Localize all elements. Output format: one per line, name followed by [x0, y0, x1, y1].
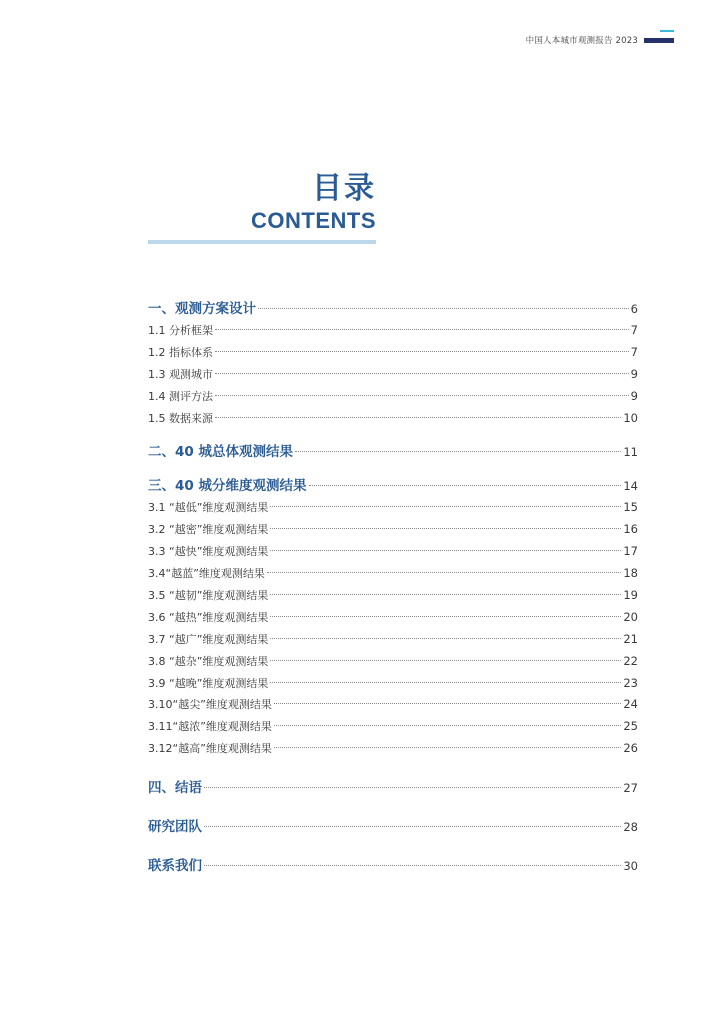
toc-page-number: 7: [630, 344, 638, 359]
toc-label: 3.6 “越热”维度观测结果: [148, 610, 269, 624]
toc-label: 四、结语: [148, 780, 202, 797]
toc-label: 3.4“越蓝”维度观测结果: [148, 567, 265, 581]
toc-label: 三、40 城分维度观测结果: [148, 478, 307, 495]
table-of-contents: [148, 298, 638, 877]
toc-entry-research-team[interactable]: [148, 816, 638, 838]
dot-leader: [215, 373, 629, 374]
dot-leader: [274, 725, 621, 726]
toc-page-number: 9: [630, 366, 638, 381]
toc-label: 3.5 “越韧”维度观测结果: [148, 589, 269, 603]
running-header: [526, 34, 674, 46]
toc-entry-section-3[interactable]: [148, 475, 638, 497]
toc-page-number: 27: [623, 781, 638, 796]
dot-leader: [270, 682, 621, 683]
spacer: [148, 799, 638, 816]
title-divider: [148, 240, 376, 244]
dot-leader: [270, 528, 621, 529]
toc-page-number: 26: [623, 741, 638, 756]
dot-leader: [204, 865, 621, 866]
toc-entry-3-5[interactable]: [148, 585, 638, 607]
toc-label: 3.2 “越密”维度观测结果: [148, 523, 269, 537]
spacer: [148, 760, 638, 777]
toc-entry-1-5[interactable]: [148, 408, 638, 430]
toc-label: 1.2 指标体系: [148, 345, 213, 359]
toc-entry-3-2[interactable]: [148, 519, 638, 541]
toc-page-number: 24: [623, 697, 638, 712]
toc-entry-3-9[interactable]: [148, 673, 638, 695]
toc-label: 联系我们: [148, 858, 202, 875]
toc-label: 二、40 城总体观测结果: [148, 444, 293, 461]
dot-leader: [258, 308, 629, 309]
dot-leader: [270, 550, 621, 551]
contents-title-cn: 目录: [312, 171, 376, 206]
toc-label: 3.7 “越广”维度观测结果: [148, 632, 269, 646]
toc-page-number: 30: [623, 859, 638, 874]
dot-leader: [309, 485, 622, 486]
toc-page-number: 15: [623, 500, 638, 515]
toc-label: 研究团队: [148, 819, 202, 836]
toc-label: 1.4 测评方法: [148, 389, 213, 403]
dot-leader: [270, 506, 621, 507]
spacer: [148, 463, 638, 475]
spacer: [148, 429, 638, 441]
toc-page-number: 10: [623, 410, 638, 425]
toc-page-number: 16: [623, 522, 638, 537]
toc-page-number: 22: [623, 653, 638, 668]
dot-leader: [215, 417, 621, 418]
dot-leader: [204, 826, 621, 827]
toc-page-number: 14: [623, 479, 638, 494]
toc-label: 一、观测方案设计: [148, 301, 256, 317]
toc-entry-section-1[interactable]: [148, 298, 638, 320]
toc-entry-3-3[interactable]: [148, 541, 638, 563]
toc-label: 3.8 “越杂”维度观测结果: [148, 654, 269, 668]
dot-leader: [274, 747, 621, 748]
toc-label: 3.12“越高”维度观测结果: [148, 742, 272, 756]
toc-entry-3-1[interactable]: [148, 497, 638, 519]
toc-page-number: 28: [623, 820, 638, 835]
toc-page-number: 7: [630, 323, 638, 337]
toc-entry-3-8[interactable]: [148, 651, 638, 673]
toc-entry-1-4[interactable]: [148, 386, 638, 408]
dot-leader: [204, 787, 621, 788]
toc-entry-3-10[interactable]: [148, 694, 638, 716]
toc-label: 3.3 “越快”维度观测结果: [148, 545, 269, 559]
toc-label: 3.9 “越晚”维度观测结果: [148, 676, 269, 690]
toc-label: 1.1 分析框架: [148, 324, 213, 337]
header-accent-line: [660, 30, 674, 32]
toc-entry-3-4[interactable]: [148, 563, 638, 585]
toc-label: 1.5 数据来源: [148, 411, 213, 425]
toc-page-number: 11: [623, 445, 638, 460]
toc-label: 1.3 观测城市: [148, 367, 213, 381]
toc-page-number: 6: [630, 302, 638, 316]
toc-label: 3.1 “越低”维度观测结果: [148, 501, 269, 515]
toc-entry-3-6[interactable]: [148, 607, 638, 629]
toc-entry-section-2[interactable]: [148, 441, 638, 463]
toc-entry-3-12[interactable]: [148, 738, 638, 760]
dot-leader: [267, 572, 621, 573]
toc-label: 3.10“越尖”维度观测结果: [148, 698, 272, 712]
toc-page-number: 18: [623, 566, 638, 581]
toc-page-number: 17: [623, 544, 638, 559]
dot-leader: [270, 638, 621, 639]
toc-page-number: 20: [623, 609, 638, 624]
toc-entry-3-11[interactable]: [148, 716, 638, 738]
toc-page-number: 25: [623, 719, 638, 734]
toc-page-number: 9: [630, 388, 638, 403]
toc-entry-1-3[interactable]: [148, 364, 638, 386]
toc-entry-1-1[interactable]: [148, 320, 638, 342]
dot-leader: [270, 660, 621, 661]
toc-entry-1-2[interactable]: [148, 342, 638, 364]
toc-page-number: 21: [623, 631, 638, 646]
toc-entry-3-7[interactable]: [148, 629, 638, 651]
dot-leader: [274, 703, 621, 704]
dot-leader: [215, 395, 629, 396]
dot-leader: [215, 351, 629, 352]
report-title-header: 中国人本城市观测报告 2023: [525, 36, 638, 46]
contents-title-block: [148, 170, 376, 234]
toc-page-number: 23: [623, 675, 638, 690]
toc-entry-section-4[interactable]: [148, 777, 638, 799]
dot-leader: [295, 451, 621, 452]
spacer: [148, 838, 638, 855]
dot-leader: [270, 594, 621, 595]
toc-page-number: 19: [623, 588, 638, 603]
dot-leader: [215, 329, 629, 330]
header-bar: [644, 38, 674, 43]
toc-entry-contact-us[interactable]: [148, 855, 638, 877]
dot-leader: [270, 616, 621, 617]
contents-title-en: CONTENTS: [251, 208, 376, 233]
toc-label: 3.11“越浓”维度观测结果: [148, 720, 272, 734]
